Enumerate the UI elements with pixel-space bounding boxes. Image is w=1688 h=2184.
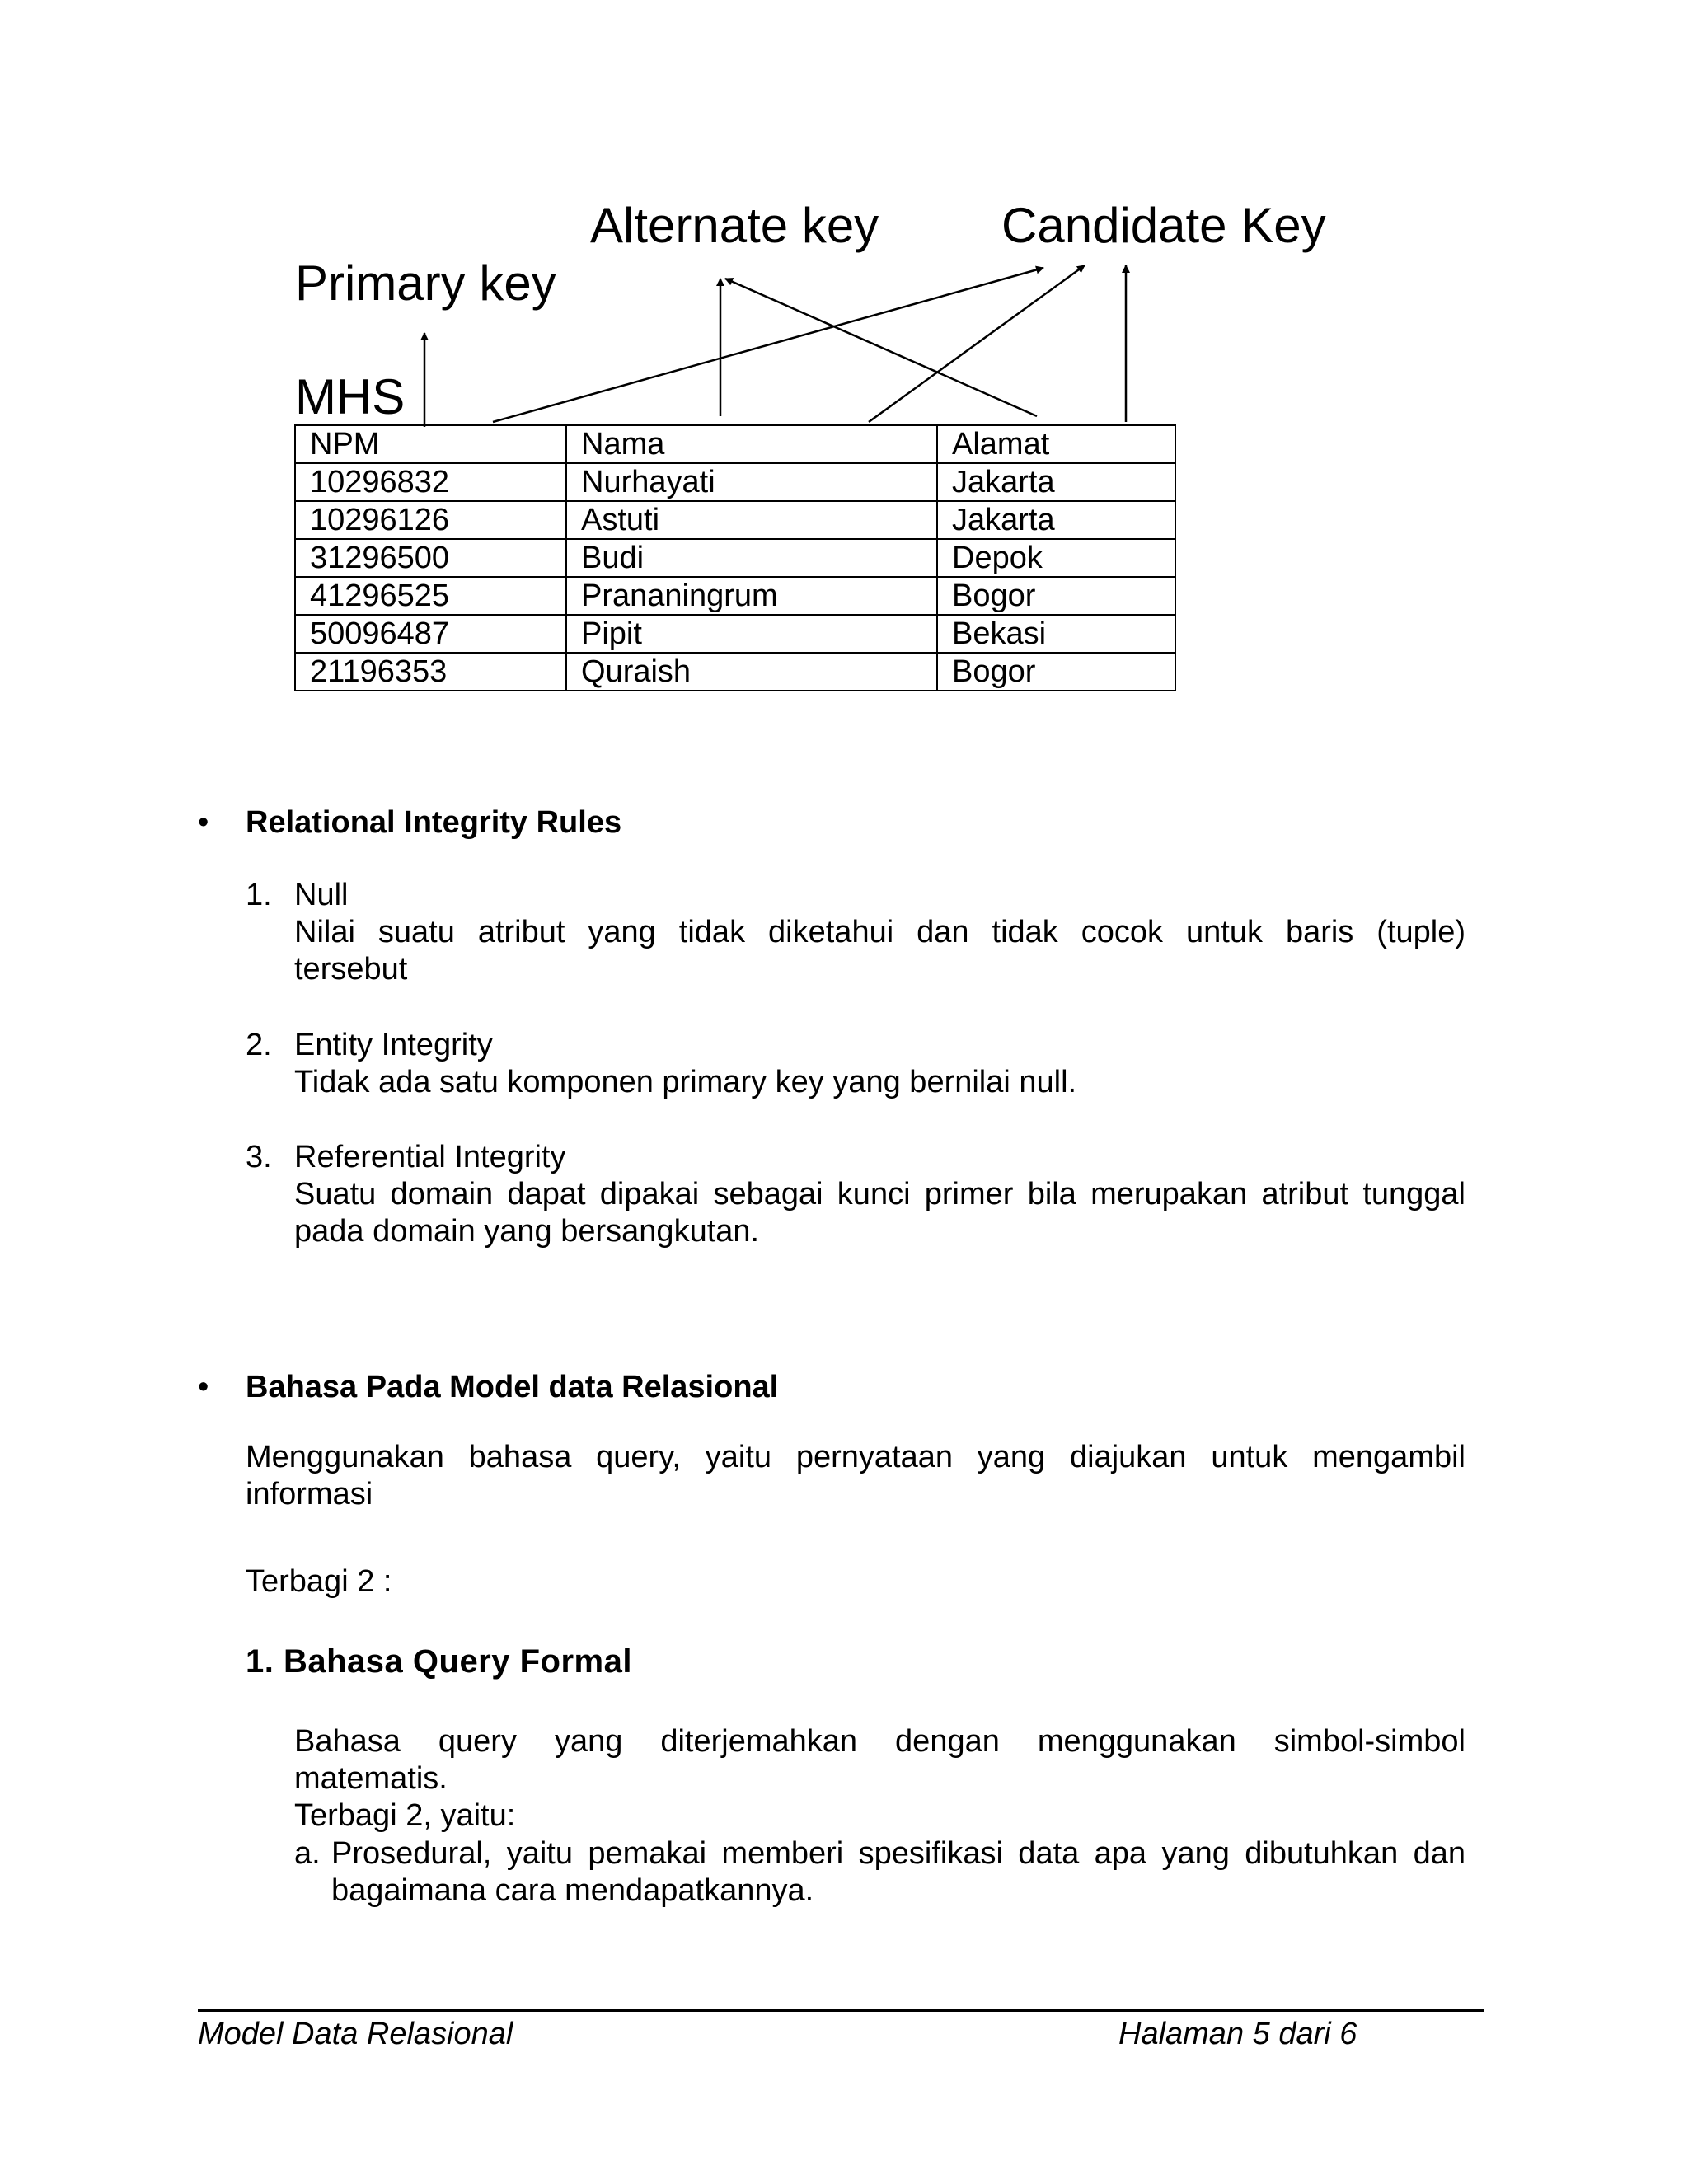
cell-alamat: Jakarta [937, 463, 1175, 501]
section-heading-integrity: Relational Integrity Rules [246, 805, 622, 840]
item-a-line: bagaimana cara mendapatkannya. [331, 1873, 814, 1908]
cell-nama: Pipit [566, 615, 937, 653]
footer-divider [198, 2009, 1484, 2012]
bullet-icon: • [198, 1370, 209, 1404]
list-number: 1. [246, 878, 272, 912]
cell-npm: 50096487 [295, 615, 566, 653]
rule-desc-line: tersebut [294, 952, 408, 987]
desc-line: Terbagi 2, yaitu: [294, 1798, 516, 1833]
footer-title: Model Data Relasional [198, 2017, 513, 2051]
cell-nama: Prananingrum [566, 577, 937, 615]
table-row [295, 577, 1175, 615]
sub-heading-query-formal: 1. Bahasa Query Formal [246, 1643, 632, 1680]
list-number: 3. [246, 1140, 272, 1174]
table-row [295, 463, 1175, 501]
footer-page-number: Halaman 5 dari 6 [1118, 2017, 1357, 2051]
cell-npm: 41296525 [295, 577, 566, 615]
mhs-table [294, 424, 1176, 691]
table-header-row [295, 425, 1175, 463]
desc-line: Bahasa query yang diterjemahkan dengan menggunakan simbol-simbol [294, 1724, 1465, 1759]
rule-desc-line: Tidak ada satu komponen primary key yang bernilai null. [294, 1065, 1077, 1099]
header-alamat: Alamat [937, 425, 1175, 463]
cell-alamat: Jakarta [937, 501, 1175, 539]
cell-nama: Nurhayati [566, 463, 937, 501]
list-number: 2. [246, 1028, 272, 1062]
table-name-label: MHS [295, 369, 406, 424]
header-npm: NPM [295, 425, 566, 463]
rule-desc-line: pada domain yang bersangkutan. [294, 1214, 760, 1249]
rule-title-entity-integrity: Entity Integrity [294, 1028, 493, 1062]
desc-line: matematis. [294, 1761, 448, 1796]
cell-alamat: Bekasi [937, 615, 1175, 653]
intro-line: Menggunakan bahasa query, yaitu pernyataan yang diajukan untuk mengambil [246, 1440, 1465, 1474]
cell-npm: 10296126 [295, 501, 566, 539]
cell-alamat: Bogor [937, 653, 1175, 691]
table-row [295, 653, 1175, 691]
arrow-alamat-alternate-key [725, 279, 1037, 416]
cell-npm: 10296832 [295, 463, 566, 501]
split-text: Terbagi 2 : [246, 1564, 392, 1599]
rule-desc-line: Suatu domain dapat dipakai sebagai kunci primer bila merupakan atribut tunggal [294, 1177, 1465, 1212]
arrow-nama-candidate-key [869, 265, 1085, 422]
table-row [295, 501, 1175, 539]
cell-nama: Budi [566, 539, 937, 577]
cell-alamat: Depok [937, 539, 1175, 577]
primary-key-label: Primary key [295, 255, 556, 311]
table-row [295, 615, 1175, 653]
header-nama: Nama [566, 425, 937, 463]
rule-desc-line: Nilai suatu atribut yang tidak diketahui dan tidak cocok untuk baris (tuple) [294, 915, 1465, 949]
rule-title-referential-integrity: Referential Integrity [294, 1140, 566, 1174]
section-heading-bahasa: Bahasa Pada Model data Relasional [246, 1370, 779, 1404]
cell-alamat: Bogor [937, 577, 1175, 615]
list-letter: a. [294, 1836, 321, 1871]
item-a-line: Prosedural, yaitu pemakai memberi spesifikasi data apa yang dibutuhkan dan [331, 1836, 1465, 1871]
intro-line: informasi [246, 1477, 373, 1511]
cell-npm: 21196353 [295, 653, 566, 691]
bullet-icon: • [198, 805, 209, 840]
candidate-key-label: Candidate Key [1001, 198, 1326, 253]
rule-title-null: Null [294, 878, 349, 912]
cell-nama: Quraish [566, 653, 937, 691]
arrow-npm-candidate-key [493, 268, 1043, 422]
cell-npm: 31296500 [295, 539, 566, 577]
alternate-key-label: Alternate key [590, 198, 879, 253]
key-arrows-diagram [0, 0, 1688, 462]
cell-nama: Astuti [566, 501, 937, 539]
table-row [295, 539, 1175, 577]
